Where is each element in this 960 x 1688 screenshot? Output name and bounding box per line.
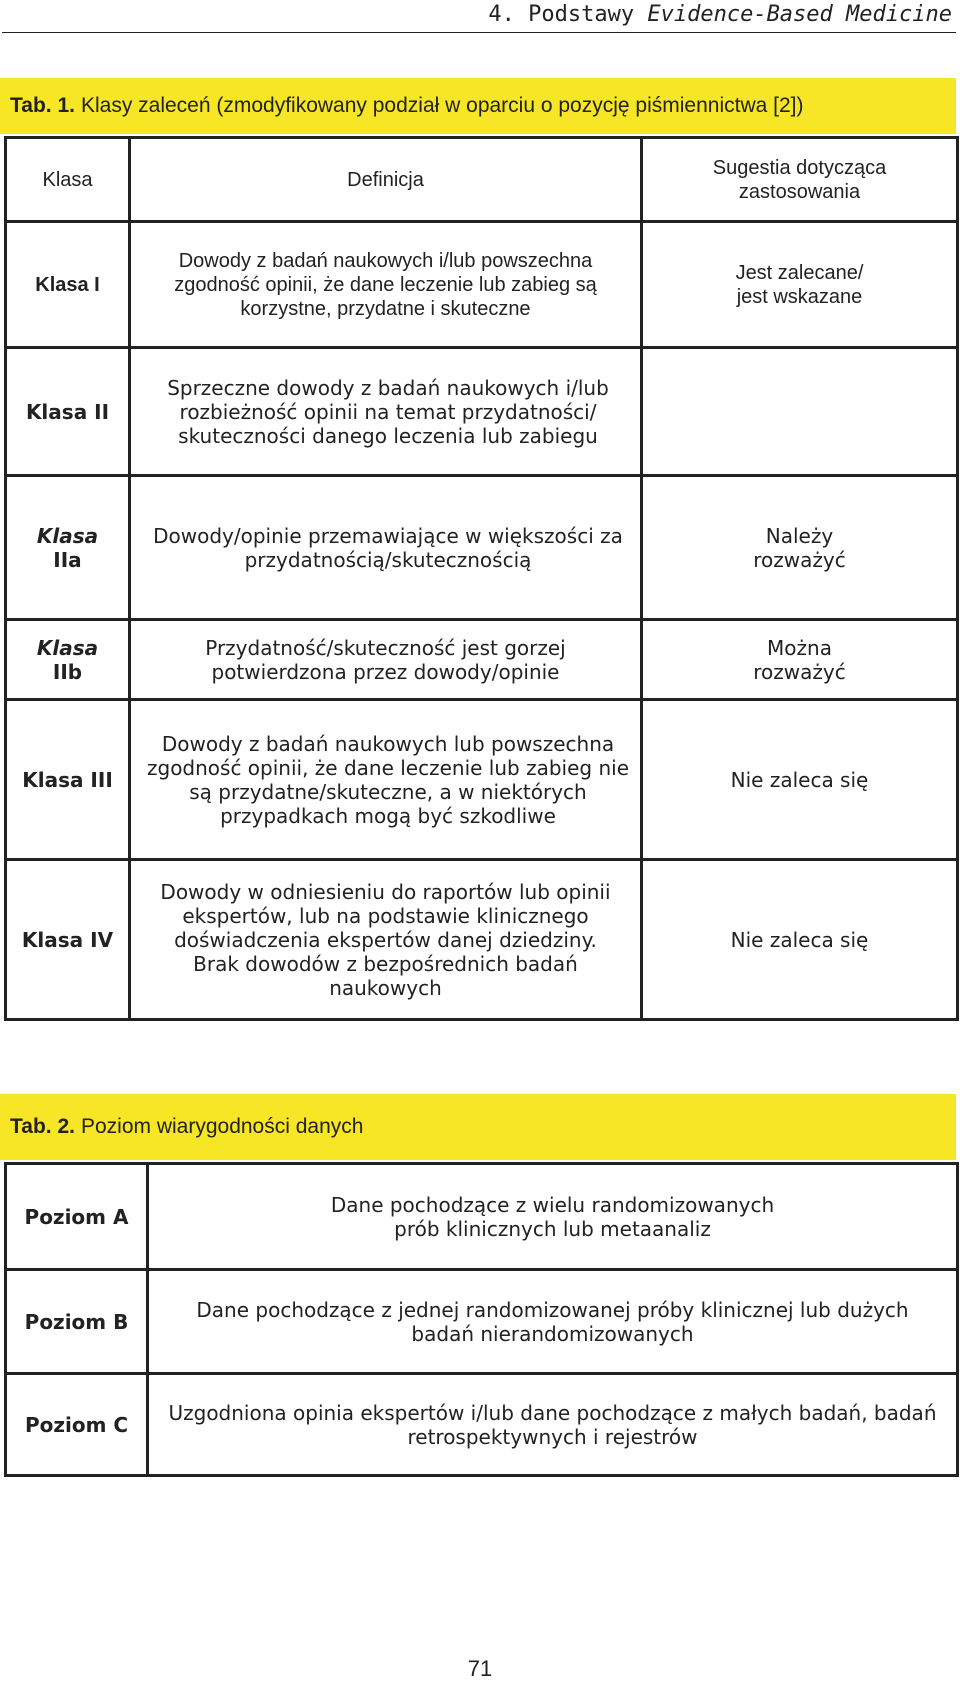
- level-label: Poziom B: [24, 1309, 129, 1334]
- class-label: Klasa: [36, 523, 99, 548]
- definition-text: Dowody/opinie przemawiające w większości za przydatnością/skutecznością: [153, 523, 623, 572]
- definition-text: Dowody w odniesieniu do raportów lub opinii ekspertów, lub na podstawie klinicznego doświadczenia ekspertów danej dziedziny. Brak dowodów z bezpośrednich badań naukowych: [160, 879, 611, 1000]
- table-row: [6, 222, 958, 348]
- class-label: Klasa I: [35, 273, 100, 296]
- suggestion-cell: [642, 620, 958, 700]
- table-row: [6, 1374, 958, 1476]
- running-header-prefix: 4. Podstawy: [488, 2, 648, 27]
- suggestion-text: Można rozważyć: [753, 635, 846, 684]
- table-row: [6, 1270, 958, 1374]
- description-cell: [148, 1374, 958, 1476]
- table-row: [6, 700, 958, 860]
- evidence-levels-table: [4, 1162, 959, 1477]
- table-row: [6, 348, 958, 476]
- class-label: Klasa II: [25, 399, 110, 424]
- definition-text: Dowody z badań naukowych lub powszechna zgodność opinii, że dane leczenie lub zabieg nie są przydatne/skuteczne, a w niektórych przypadkach mogą być szkodliwe: [147, 731, 629, 828]
- header-rule: [2, 32, 956, 33]
- class-label: Klasa III: [22, 767, 113, 792]
- table-row: [6, 860, 958, 1020]
- table1-caption-text: Klasy zaleceń (zmodyfikowany podział w oparciu o pozycję piśmiennictwa [2]): [80, 94, 804, 117]
- suggestion-text: Należy rozważyć: [753, 523, 846, 572]
- header-suggestion-text: Sugestia dotycząca zastosowania: [712, 156, 887, 203]
- suggestion-text: Nie zaleca się: [730, 927, 869, 952]
- suggestion-cell: [642, 860, 958, 1020]
- suggestion-text: Nie zaleca się: [730, 767, 869, 792]
- suggestion-text: Jest zalecane/ jest wskazane: [735, 261, 864, 308]
- suggestion-cell: [642, 348, 958, 476]
- level-cell: [6, 1374, 148, 1476]
- definition-cell: [130, 860, 642, 1020]
- definition-cell: [130, 476, 642, 620]
- level-cell: [6, 1164, 148, 1270]
- page-number: 71: [467, 1656, 493, 1681]
- recommendation-classes-table: [4, 136, 959, 1021]
- level-label: Poziom C: [24, 1412, 129, 1437]
- description-cell: [148, 1270, 958, 1374]
- level-cell: [6, 1270, 148, 1374]
- class-cell: [6, 222, 130, 348]
- definition-cell: [130, 348, 642, 476]
- suggestion-cell: [642, 476, 958, 620]
- header-class: Klasa: [6, 138, 130, 222]
- table2-caption: [0, 1094, 956, 1160]
- table-row: [6, 476, 958, 620]
- class-sublabel: IIa: [53, 547, 82, 572]
- class-sublabel: IIb: [52, 659, 83, 684]
- description-text: Dane pochodzące z jednej randomizowanej próby klinicznej lub dużych badań nierandomizowanych: [196, 1297, 909, 1346]
- class-cell: [6, 620, 130, 700]
- table2-caption-label: Tab. 2.: [10, 1115, 75, 1138]
- definition-cell: [130, 620, 642, 700]
- table-row: [6, 1164, 958, 1270]
- header-definition: Definicja: [130, 138, 642, 222]
- table1-caption-label: Tab. 1.: [10, 94, 75, 117]
- class-cell: [6, 476, 130, 620]
- header-suggestion: [642, 138, 958, 222]
- table-row: [6, 620, 958, 700]
- definition-cell: [130, 222, 642, 348]
- suggestion-cell: [642, 222, 958, 348]
- class-label: Klasa IV: [21, 927, 114, 952]
- description-cell: [148, 1164, 958, 1270]
- description-text: Dane pochodzące z wielu randomizowanych prób klinicznych lub metaanaliz: [330, 1192, 775, 1241]
- definition-text: Przydatność/skuteczność jest gorzej potwierdzona przez dowody/opinie: [205, 635, 566, 684]
- class-label: Klasa: [36, 635, 99, 660]
- running-header: [488, 2, 952, 27]
- description-text: Uzgodniona opinia ekspertów i/lub dane pochodzące z małych badań, badań retrospektywnych i rejestrów: [168, 1400, 937, 1449]
- running-header-emphasis: Evidence-Based Medicine: [647, 2, 952, 27]
- suggestion-cell: [642, 700, 958, 860]
- definition-text: Sprzeczne dowody z badań naukowych i/lub rozbieżność opinii na temat przydatności/ skuteczności danego leczenia lub zabiegu: [167, 375, 609, 448]
- definition-cell: [130, 700, 642, 860]
- table1-caption: [0, 78, 956, 134]
- level-label: Poziom A: [24, 1204, 129, 1229]
- class-cell: [6, 860, 130, 1020]
- definition-text: Dowody z badań naukowych i/lub powszechna zgodność opinii, że dane leczenie lub zabieg są korzystne, przydatne i skuteczne: [174, 249, 597, 320]
- table-header-row: [6, 138, 958, 222]
- class-cell: [6, 348, 130, 476]
- class-cell: [6, 700, 130, 860]
- table2-caption-text: Poziom wiarygodności danych: [80, 1115, 364, 1138]
